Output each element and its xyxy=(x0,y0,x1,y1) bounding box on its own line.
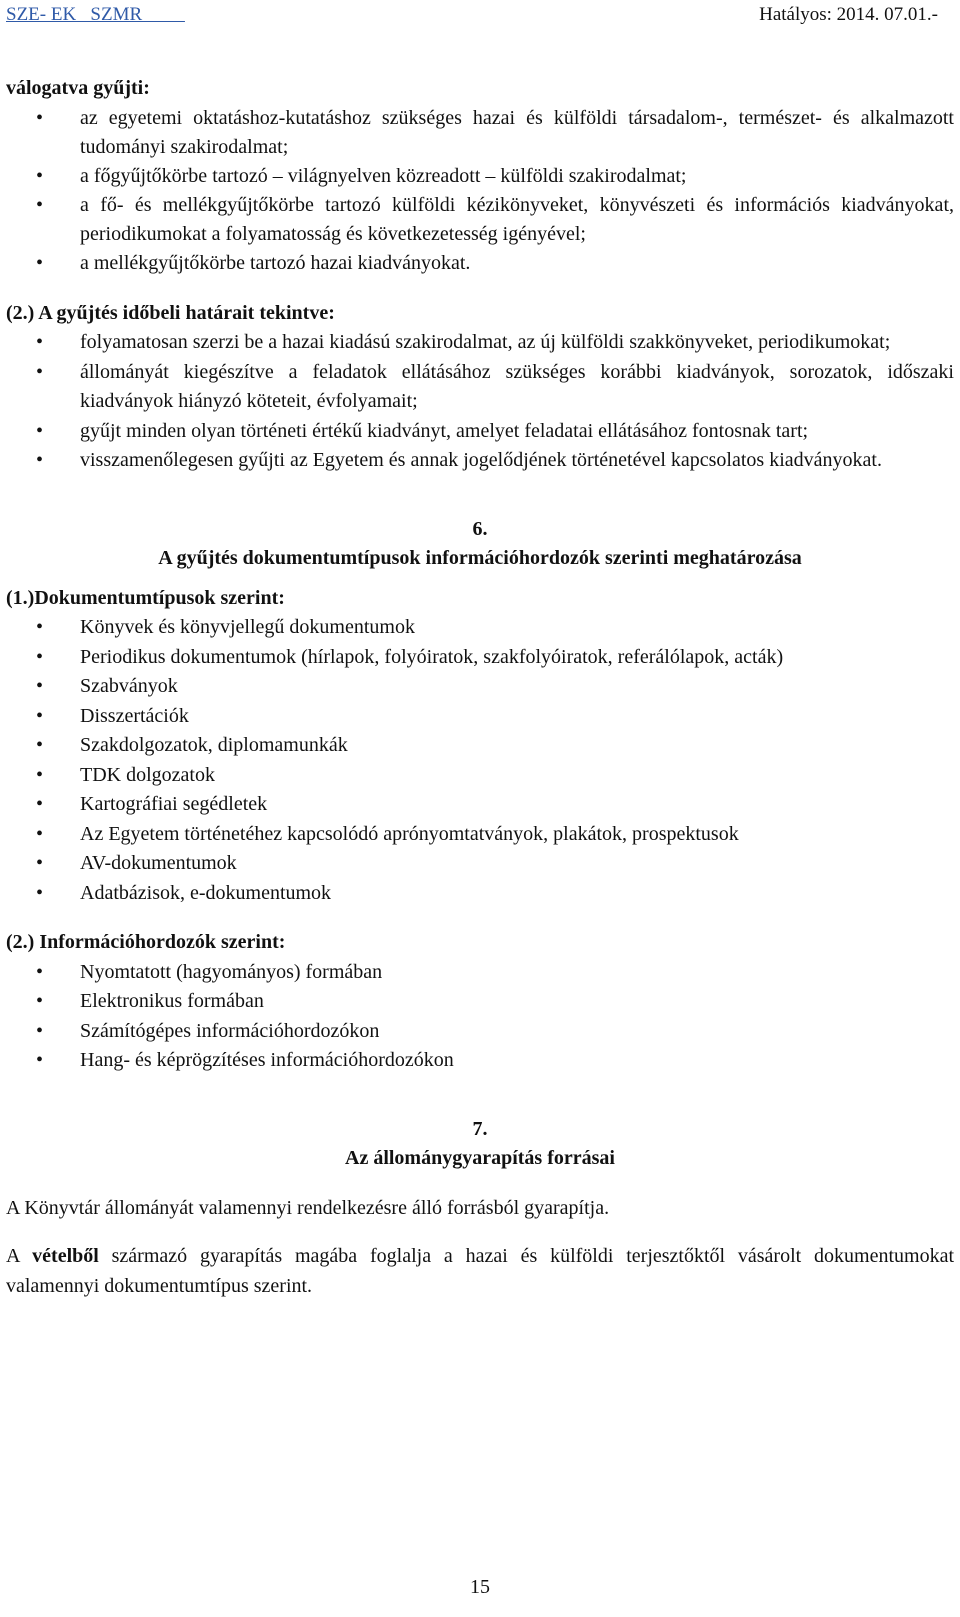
list-item: • folyamatosan szerzi be a hazai kiadású szakirodalmat, az új külföldi szakkönyveket, periodikumokat; xyxy=(6,328,954,358)
emphasis: vételből xyxy=(32,1245,99,1267)
list-item: • Szabványok xyxy=(6,672,954,702)
list-item: • állományát kiegészítve a feladatok ellátásához szükséges korábbi kiadványok, sorozatok, időszaki kiadványok hiányzó köteteit, évfolyamait; xyxy=(6,358,954,417)
temporal-list xyxy=(6,328,954,476)
section-6-title: A gyűjtés dokumentumtípusok információhordozók szerinti meghatározása xyxy=(158,547,802,569)
list-item: • Hang- és képrögzítéses információhordozókon xyxy=(6,1046,954,1076)
section-6-number: 6. xyxy=(472,517,488,540)
list-item: • visszamenőlegesen gyűjti az Egyetem és annak jogelődjének történetével kapcsolatos kiadványokat. xyxy=(6,446,954,476)
list-item: • AV-dokumentumok xyxy=(6,849,954,879)
carriers-list xyxy=(6,958,954,1076)
list-item: • a főgyűjtőkörbe tartozó – világnyelven közreadott – külföldi szakirodalmat; xyxy=(6,162,954,191)
paragraph: A Könyvtár állományát valamennyi rendelkezésre álló forrásból gyarapítja. xyxy=(6,1196,610,1219)
list-item: • Könyvek és könyvjellegű dokumentumok xyxy=(6,613,954,643)
list-item: • az egyetemi oktatáshoz-kutatáshoz szükséges hazai és külföldi társadalom-, természet- és alkalmazott tudományi szakirodalmat; xyxy=(6,104,954,162)
section-7-title: Az állománygyarapítás forrásai xyxy=(345,1147,615,1169)
list-item: • Számítógépes információhordozókon xyxy=(6,1017,954,1047)
document-code: SZE- EK SZMR xyxy=(6,4,185,25)
list-item: • a fő- és mellékgyűjtőkörbe tartozó külföldi kézikönyveket, könyvészeti és információs kiadványokat, periodikumokat a folyamatosság és következetesség igényével; xyxy=(6,191,954,249)
list-item: • Kartográfiai segédletek xyxy=(6,790,954,820)
list-item: • gyűjt minden olyan történeti értékű kiadványt, amelyet feladatai ellátásához fontosnak tart; xyxy=(6,417,954,447)
effective-date: Hatályos: 2014. 07.01.- xyxy=(759,4,938,25)
temporal-heading: (2.) A gyűjtés időbeli határait tekintve: xyxy=(6,301,335,324)
page-header xyxy=(6,2,938,28)
intro-heading: válogatva gyűjti: xyxy=(6,77,150,99)
list-item: • Elektronikus formában xyxy=(6,987,954,1017)
document-body xyxy=(6,74,954,1301)
doctypes-heading: (1.)Dokumentumtípusok szerint: xyxy=(6,586,285,609)
list-item: • Szakdolgozatok, diplomamunkák xyxy=(6,731,954,761)
list-item: • Periodikus dokumentumok (hírlapok, folyóiratok, szakfolyóiratok, referálólapok, acták) xyxy=(6,643,954,673)
carriers-heading: (2.) Információhordozók szerint: xyxy=(6,931,286,953)
intro-list xyxy=(6,104,954,278)
list-item: • Disszertációk xyxy=(6,702,954,732)
list-item: • Az Egyetem történetéhez kapcsolódó aprónyomtatványok, plakátok, prospektusok xyxy=(6,820,954,850)
paragraph: A vételből származó gyarapítás magába foglalja a hazai és külföldi terjesztőktől vásárolt dokumentumokat valamennyi dokumentumtípus szerint. xyxy=(6,1245,955,1297)
list-item: • Adatbázisok, e-dokumentumok xyxy=(6,879,954,909)
list-item: • a mellékgyűjtőkörbe tartozó hazai kiadványokat. xyxy=(6,249,954,278)
section-7-number: 7. xyxy=(472,1117,488,1140)
page-number: 15 xyxy=(470,1576,490,1598)
doctypes-list xyxy=(6,613,954,908)
list-item: • TDK dolgozatok xyxy=(6,761,954,791)
list-item: • Nyomtatott (hagyományos) formában xyxy=(6,958,954,988)
